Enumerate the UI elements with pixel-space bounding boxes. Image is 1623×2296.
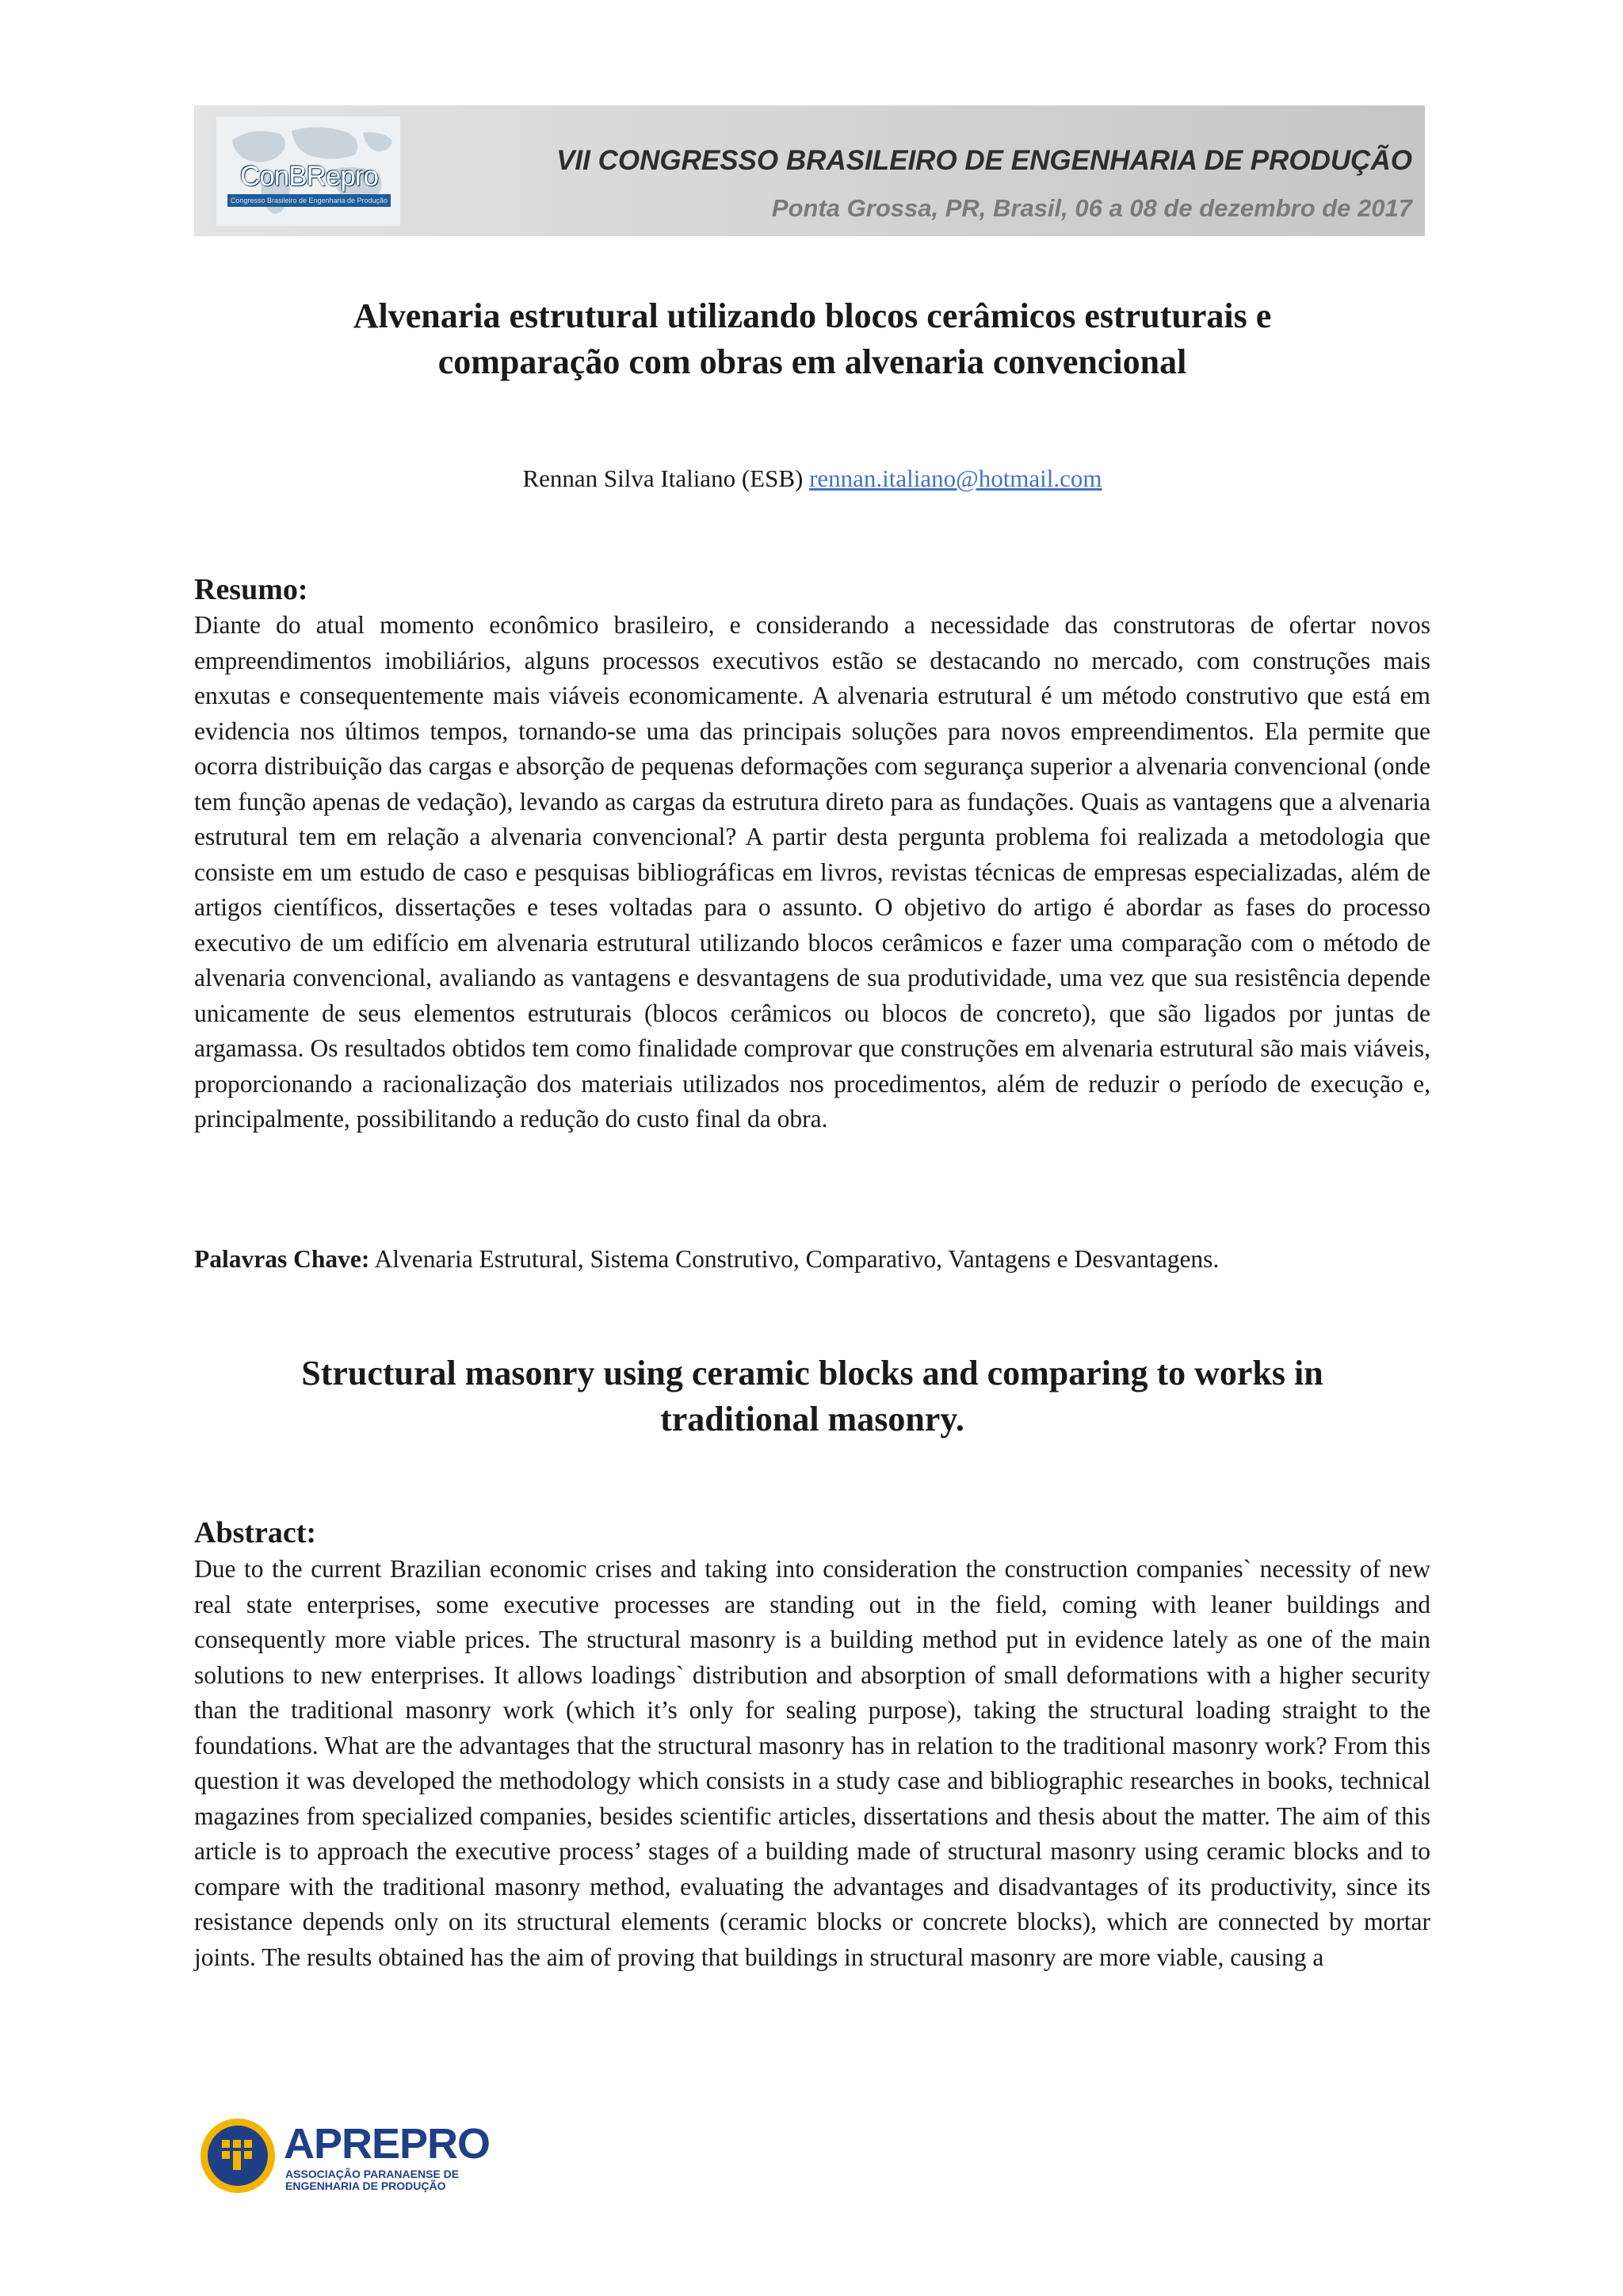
paper-title-pt-line2: comparação com obras em alvenaria convencional [437, 342, 1187, 381]
resumo-heading: Resumo: [194, 573, 308, 606]
conference-title: VII CONGRESSO BRASILEIRO DE ENGENHARIA DE PRODUÇÃO [556, 145, 1412, 176]
aprepro-subtitle-line2: ENGENHARIA DE PRODUÇÃO [285, 2179, 446, 2192]
aprepro-subtitle [285, 2168, 468, 2192]
aprepro-wordmark: APREPRO [284, 2120, 491, 2168]
abstract-paragraph: Due to the current Brazilian economic crises and taking into consideration the construction companies` necessity of new real state enterprises, some executive processes are standing out in the field, coming with leaner buildings and consequently more viable prices. The structural masonry is a building method put in evidence lately as one of the main solutions to new enterprises. It allows loadings` distribution and absorption of small deformations with a higher security than the traditional masonry work (which it’s only for sealing purpose), taking the structural loading straight to the foundations. What are the advantages that the structural masonry has in relation to the traditional masonry work? From this question it was developed the methodology which consists in a study case and bibliographic researches in books, technical magazines from specialized companies, besides scientific articles, dissertations and thesis about the matter. The aim of this article is to approach the executive process’ stages of a building made of structural masonry using ceramic blocks and to compare with the traditional masonry method, evaluating the advantages and disadvantages of its productivity, since its resistance depends only on its structural elements (ceramic blocks or concrete blocks), which are connected by mortar joints. The results obtained has the aim of proving that buildings in structural masonry are more viable, causing a [194, 1555, 1430, 1971]
paper-title-en-line1: Structural masonry using ceramic blocks and comparing to works in [301, 1354, 1323, 1392]
paper-title-en-line2: traditional masonry. [660, 1400, 964, 1438]
keywords-line [194, 1242, 1430, 1278]
resumo-paragraph: Diante do atual momento econômico brasileiro, e considerando a necessidade das construtoras de ofertar novos empreendimentos imobiliários, alguns processos executivos estão se destacando no mercado, com construções mais enxutas e consequentemente mais viáveis economicamente. A alvenaria estrutural é um método construtivo que está em evidencia nos últimos tempos, tornando-se uma das principais soluções para novos empreendimentos. Ela permite que ocorra distribuição das cargas e absorção de pequenas deformações com segurança superior a alvenaria convencional (onde tem função apenas de vedação), levando as cargas da estrutura direto para as fundações. Quais as vantagens que a alvenaria estrutural tem em relação a alvenaria convencional? A partir desta pergunta problema foi realizada a metodologia que consiste em um estudo de caso e pesquisas bibliográficas em livros, revistas técnicas de empresas especializadas, além de artigos científicos, dissertações e teses voltadas para o assunto. O objetivo do artigo é abordar as fases do processo executivo de um edifício em alvenaria estrutural utilizando blocos cerâmicos e fazer uma comparação com o método de alvenaria convencional, avaliando as vantagens e desvantagens de sua produtividade, uma vez que sua resistência depende unicamente de seus elementos estruturais (blocos cerâmicos ou blocos de concreto), que são ligados por juntas de argamassa. Os resultados obtidos tem como finalidade comprovar que construções em alvenaria estrutural são mais viáveis, proporcionando a racionalização dos materiais utilizados nos procedimentos, além de reduzir o período de execução e, principalmente, possibilitando a redução do custo final da obra. [194, 611, 1430, 1133]
author-line [194, 464, 1430, 493]
author-name: Rennan Silva Italiano (ESB) [522, 464, 804, 492]
keywords-list: Alvenaria Estrutural, Sistema Construtivo, Comparativo, Vantagens e Desvantagens. [374, 1245, 1220, 1273]
logo-wordmark: ConBRepro [240, 161, 378, 192]
aprepro-emblem-icon [198, 2116, 277, 2195]
conference-place-date: Ponta Grossa, PR, Brasil, 06 a 08 de dezembro de 2017 [771, 194, 1412, 222]
paper-title-pt-line1: Alvenaria estrutural utilizando blocos cerâmicos estruturais e [353, 296, 1272, 335]
logo-subtitle: Congresso Brasileiro de Engenharia de Produção [227, 194, 391, 207]
conbrepro-logo [216, 117, 400, 226]
abstract-heading: Abstract: [194, 1516, 317, 1549]
author-email-link[interactable]: rennan.italiano@hotmail.com [809, 464, 1102, 492]
paper-title-pt [194, 293, 1430, 385]
paper-title-en [194, 1350, 1430, 1442]
aprepro-logo [198, 2116, 515, 2199]
aprepro-subtitle-line1: ASSOCIAÇÃO PARANAENSE DE [285, 2168, 460, 2180]
keywords-label: Palavras Chave: [194, 1245, 370, 1273]
conference-header-banner [194, 105, 1425, 236]
